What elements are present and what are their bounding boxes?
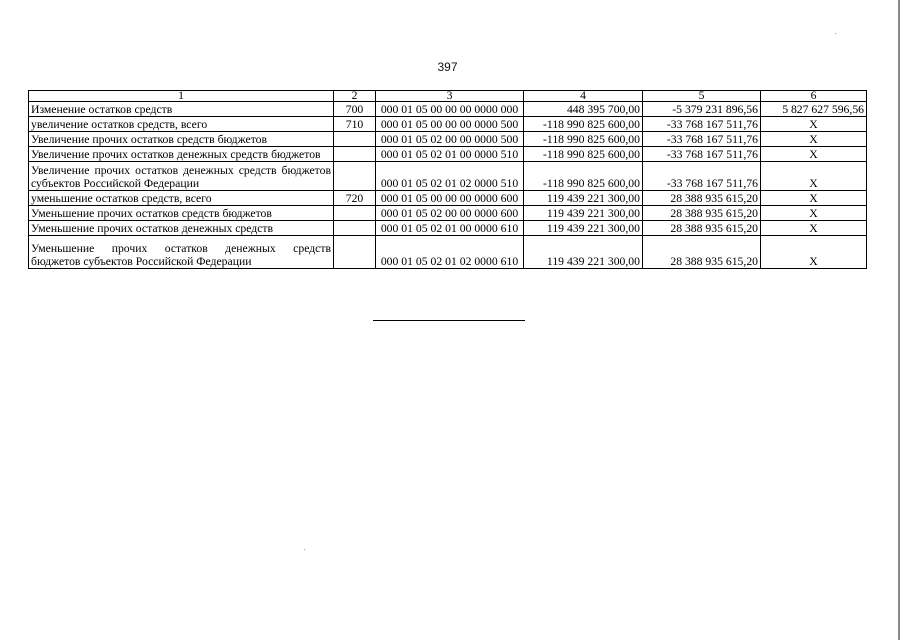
classification-code-cell: 000 01 05 02 01 00 0000 610 bbox=[376, 221, 524, 236]
line-code-cell: 700 bbox=[334, 102, 376, 117]
amount-cell-col4: 119 439 221 300,00 bbox=[524, 191, 643, 206]
column-number-header: 1 bbox=[29, 91, 334, 102]
amount-cell-col5: -33 768 167 511,76 bbox=[643, 117, 761, 132]
report-table bbox=[28, 90, 867, 269]
value-cell-col6: X bbox=[761, 236, 867, 269]
table-row bbox=[29, 117, 867, 132]
scan-page-edge bbox=[898, 0, 900, 640]
row-label-line: Увеличение прочих остатков денежных средств бюджетов bbox=[31, 164, 331, 177]
line-code-cell bbox=[334, 206, 376, 221]
line-code-cell: 720 bbox=[334, 191, 376, 206]
page-number: 397 bbox=[437, 60, 458, 74]
row-label-cell: Уменьшение прочих остатков денежных средств bbox=[29, 221, 334, 236]
value-cell-col6: X bbox=[761, 206, 867, 221]
amount-cell-col4: 119 439 221 300,00 bbox=[524, 236, 643, 269]
amount-cell-col5: 28 388 935 615,20 bbox=[643, 206, 761, 221]
table-row bbox=[29, 147, 867, 162]
row-label-cell: Увеличение прочих остатков денежных средств бюджетов bbox=[29, 147, 334, 162]
value-cell-col6: X bbox=[761, 221, 867, 236]
classification-code-cell: 000 01 05 02 01 02 0000 610 bbox=[376, 236, 524, 269]
amount-cell-col4: 448 395 700,00 bbox=[524, 102, 643, 117]
table-row bbox=[29, 162, 867, 191]
column-numbers-row bbox=[29, 91, 867, 102]
scan-speck bbox=[835, 33, 836, 34]
value-cell-col6: X bbox=[761, 117, 867, 132]
classification-code-cell: 000 01 05 00 00 00 0000 600 bbox=[376, 191, 524, 206]
classification-code-cell: 000 01 05 02 01 02 0000 510 bbox=[376, 162, 524, 191]
column-number-header: 3 bbox=[376, 91, 524, 102]
row-label-line: бюджетов субъектов Российской Федерации bbox=[31, 255, 252, 268]
row-label-cell: увеличение остатков средств, всего bbox=[29, 117, 334, 132]
amount-cell-col5: 28 388 935 615,20 bbox=[643, 236, 761, 269]
value-cell-col6: X bbox=[761, 132, 867, 147]
line-code-cell bbox=[334, 162, 376, 191]
amount-cell-col5: 28 388 935 615,20 bbox=[643, 221, 761, 236]
value-cell-col6: X bbox=[761, 191, 867, 206]
table-row bbox=[29, 221, 867, 236]
classification-code-cell: 000 01 05 00 00 00 0000 500 bbox=[376, 117, 524, 132]
line-code-cell bbox=[334, 221, 376, 236]
classification-code-cell: 000 01 05 00 00 00 0000 000 bbox=[376, 102, 524, 117]
row-label-cell bbox=[29, 236, 334, 269]
classification-code-cell: 000 01 05 02 01 00 0000 510 bbox=[376, 147, 524, 162]
amount-cell-col5: -33 768 167 511,76 bbox=[643, 132, 761, 147]
table-row bbox=[29, 102, 867, 117]
scan-speck bbox=[304, 549, 305, 550]
value-cell-col6: X bbox=[761, 162, 867, 191]
column-number-header: 6 bbox=[761, 91, 867, 102]
value-cell-col6: X bbox=[761, 147, 867, 162]
line-code-cell: 710 bbox=[334, 117, 376, 132]
line-code-cell bbox=[334, 147, 376, 162]
amount-cell-col4: -118 990 825 600,00 bbox=[524, 132, 643, 147]
table-row bbox=[29, 206, 867, 221]
amount-cell-col4: 119 439 221 300,00 bbox=[524, 206, 643, 221]
table-row bbox=[29, 236, 867, 269]
classification-code-cell: 000 01 05 02 00 00 0000 500 bbox=[376, 132, 524, 147]
table-row bbox=[29, 132, 867, 147]
amount-cell-col5: 28 388 935 615,20 bbox=[643, 191, 761, 206]
row-label-cell: Уменьшение прочих остатков средств бюджетов bbox=[29, 206, 334, 221]
row-label-line: субъектов Российской Федерации bbox=[31, 177, 200, 190]
row-label-line: Уменьшение прочих остатков денежных средств bbox=[31, 242, 331, 255]
amount-cell-col4: -118 990 825 600,00 bbox=[524, 162, 643, 191]
row-label-cell bbox=[29, 162, 334, 191]
classification-code-cell: 000 01 05 02 00 00 0000 600 bbox=[376, 206, 524, 221]
row-label-cell: уменьшение остатков средств, всего bbox=[29, 191, 334, 206]
column-number-header: 4 bbox=[524, 91, 643, 102]
amount-cell-col4: -118 990 825 600,00 bbox=[524, 147, 643, 162]
line-code-cell bbox=[334, 132, 376, 147]
column-number-header: 2 bbox=[334, 91, 376, 102]
row-label-cell: Увеличение прочих остатков средств бюджетов bbox=[29, 132, 334, 147]
amount-cell-col4: -118 990 825 600,00 bbox=[524, 117, 643, 132]
closing-horizontal-rule bbox=[373, 320, 525, 321]
amount-cell-col4: 119 439 221 300,00 bbox=[524, 221, 643, 236]
line-code-cell bbox=[334, 236, 376, 269]
amount-cell-col5: -33 768 167 511,76 bbox=[643, 147, 761, 162]
table-row bbox=[29, 191, 867, 206]
amount-cell-col5: -33 768 167 511,76 bbox=[643, 162, 761, 191]
column-number-header: 5 bbox=[643, 91, 761, 102]
row-label-cell: Изменение остатков средств bbox=[29, 102, 334, 117]
value-cell-col6: 5 827 627 596,56 bbox=[761, 102, 867, 117]
amount-cell-col5: -5 379 231 896,56 bbox=[643, 102, 761, 117]
